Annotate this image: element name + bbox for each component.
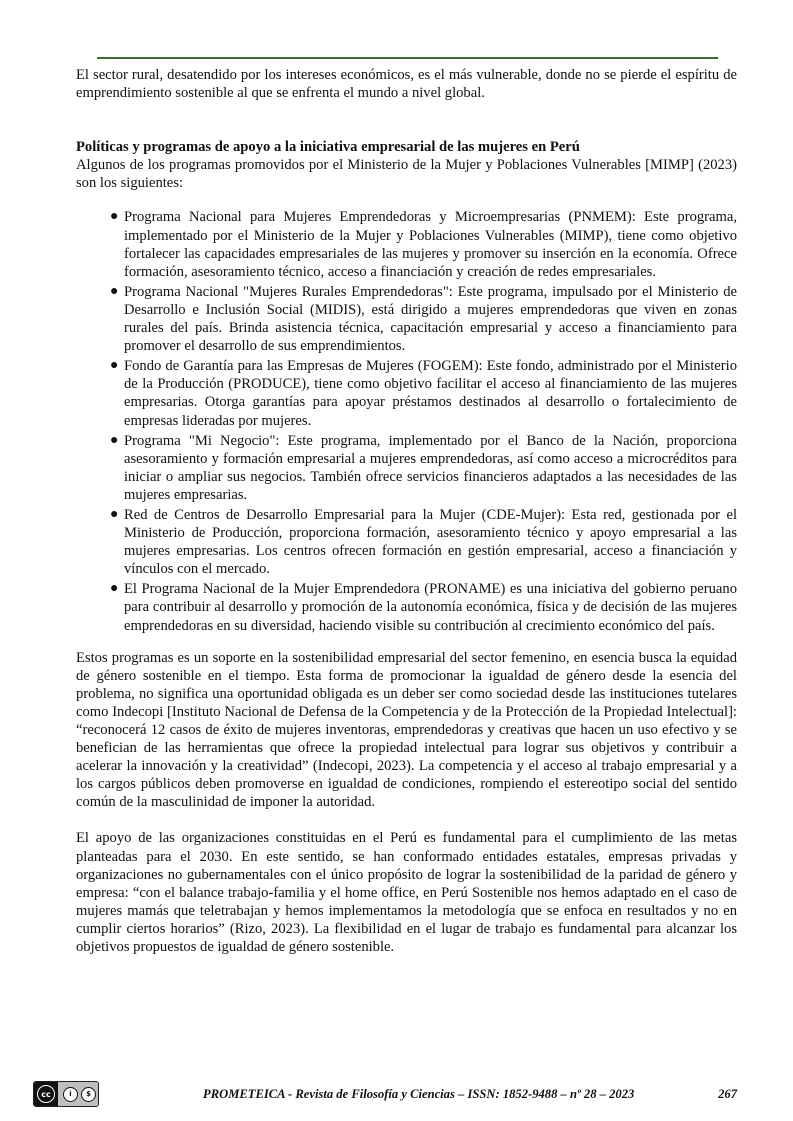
programs-list	[76, 208, 737, 634]
creative-commons-badge[interactable]	[33, 1081, 99, 1107]
page-content	[76, 66, 737, 956]
by-icon: i	[63, 1087, 78, 1102]
bullet-icon: ●	[110, 432, 119, 448]
intro-paragraph: El sector rural, desatendido por los intereses económicos, es el más vulnerable, donde no se pierde el espíritu de emprendimiento sostenible al que se enfrenta el mundo a nivel global.	[76, 67, 737, 102]
page-footer	[33, 1081, 737, 1109]
bullet-icon: ●	[110, 283, 119, 299]
bullet-icon: ●	[110, 581, 119, 597]
lead-paragraph: Algunos de los programas promovidos por el Ministerio de la Mujer y Poblaciones Vulnerables [MIMP] (2023) son los siguientes:	[76, 157, 737, 192]
list-item: ● Fondo de Garantía para las Empresas de Mujeres (FOGEM): Este fondo, administrado por el Ministerio de la Producción (PRODUCE), tiene como objetivo facilitar el acceso al financiamiento de las mujeres empresarias. Otorga garantías para apoyar préstamos destinados al desarrollo o fortalecimiento de empresas lideradas por mujeres.	[110, 358, 737, 429]
section-heading: Políticas y programas de apoyo a la iniciativa empresarial de las mujeres en Perú	[76, 139, 580, 156]
body-paragraph-2: Estos programas es un soporte en la sostenibilidad empresarial del sector femenino, en esencia busca la equidad de género sostenible en el tiempo. Esta forma de promocionar la igualdad de género desde la esencia del problema, no significa una oportunidad obligada es un deber ser como sociedad desde las instituciones tutelares como Indecopi [Instituto Nacional de Defensa de la Competencia y de la Protección de la Propiedad Intelectual]: “reconocerá 12 casos de éxito de mujeres inventoras, emprendedoras y creativas que hacen un uso efectivo y se benefician de las herramientas que ofrece la propiedad intelectual para lograr sus objetivos y contribuir a acelerar la innovación y la creatividad” (Indecopi, 2023). La competencia y el acceso al trabajo empresarial y a los cargos públicos deben promoverse en igualdad de condiciones, rompiendo el estereotipo social del sentido común de la masculinidad de imponer la autoridad.	[76, 649, 737, 811]
bullet-icon: ●	[110, 358, 119, 374]
cc-icon: cc	[37, 1085, 55, 1103]
journal-citation: PROMETEICA - Revista de Filosofía y Ciencias – ISSN: 1852-9488 – nº 28 – 2023	[203, 1087, 635, 1101]
list-item: ● Red de Centros de Desarrollo Empresarial para la Mujer (CDE-Mujer): Esta red, gestionada por el Ministerio de Producción, proporciona formación, asesoramiento técnico y apoyo empresarial a las mujeres empresarias. Los centros ofrecen formación en gestión empresarial, acceso a financiación y vínculos con el mercado.	[110, 506, 737, 578]
bullet-icon: ●	[110, 506, 119, 522]
list-item: ● Programa Nacional para Mujeres Emprendedoras y Microempresarias (PNMEM): Este programa, implementado por el Ministerio de la Mujer y Poblaciones Vulnerables (MIMP), tiene como objetivo fortalecer las capacidades empresariales de las mujeres y promover su inserción en la economía. Ofrece formación, asesoramiento técnico, acceso a financiación y creación de redes empresariales.	[110, 209, 737, 280]
list-item: ● El Programa Nacional de la Mujer Emprendedora (PRONAME) es una iniciativa del gobierno peruano para contribuir al desarrollo y promoción de la autonomía económica, física y de decisión de las mujeres emprendedoras en su diversidad, haciendo visible su contribución al crecimiento económico del país.	[110, 581, 737, 634]
body-paragraph-3: El apoyo de las organizaciones constituidas en el Perú es fundamental para el cumplimiento de las metas planteadas para el 2030. En este sentido, se han conformado entidades estatales, empresas privadas y organizaciones no gubernamentales con el único propósito de lograr la sostenibilidad de la paridad de género y empresa: “con el balance trabajo-familia y el home office, en Perú Sostenible nos hemos adaptado en el caso de mujeres mamás que teletrabajan y hemos implementamos la metodología que se enfoca en resultados y no en cumplir ciertos horarios” (Rizo, 2023). La flexibilidad en el lugar de trabajo es fundamental para alcanzar los objetivos propuestos de igualdad de género sostenible.	[76, 830, 737, 956]
list-item: ● Programa Nacional "Mujeres Rurales Emprendedoras": Este programa, impulsado por el Ministerio de Desarrollo e Inclusión Social (MIDIS), está dirigido a mujeres emprendedoras que viven en zonas rurales del país. Brinda asistencia técnica, capacitación empresarial y acceso a financiamiento para promover el desarrollo de sus emprendimientos.	[110, 283, 737, 355]
page-number: 267	[718, 1087, 737, 1101]
header-rule	[97, 57, 718, 59]
list-item: ● Programa "Mi Negocio": Este programa, implementado por el Banco de la Nación, proporciona asesoramiento y formación empresarial a mujeres emprendedoras, así como acceso a microcréditos para iniciar o ampliar sus negocios. También ofrece servicios financieros adaptados a las necesidades de las mujeres empresarias.	[110, 432, 737, 503]
bullet-icon: ●	[110, 209, 119, 225]
nc-icon: $	[81, 1087, 96, 1102]
